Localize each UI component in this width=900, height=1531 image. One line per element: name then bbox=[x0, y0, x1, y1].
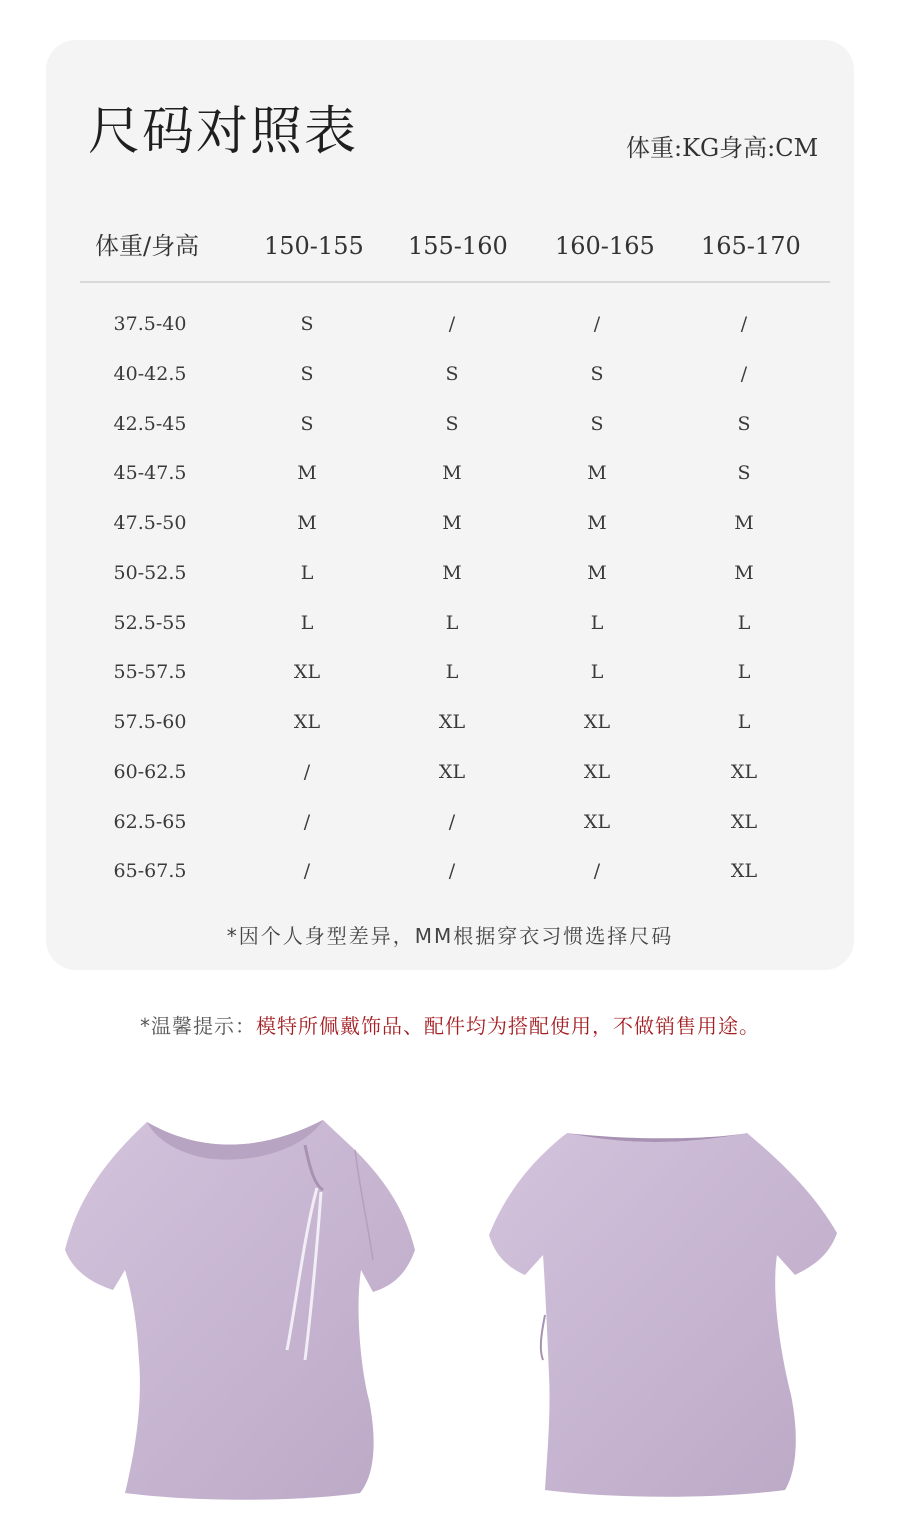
weight-range-cell: 57.5-60 bbox=[113, 711, 187, 733]
size-cell: S bbox=[737, 462, 751, 485]
tshirt-back-image bbox=[485, 1125, 845, 1500]
weight-range-cell: 37.5-40 bbox=[113, 313, 187, 335]
reminder-tip bbox=[0, 1010, 900, 1039]
weight-range-cell: 52.5-55 bbox=[113, 611, 187, 634]
weight-range-cell: 42.5-45 bbox=[113, 412, 187, 435]
size-cell: XL bbox=[583, 810, 611, 833]
size-cell: L bbox=[590, 611, 604, 634]
table-row bbox=[0, 713, 900, 763]
size-cell: / bbox=[303, 810, 311, 833]
size-cell: / bbox=[303, 760, 311, 783]
table-row bbox=[0, 362, 900, 415]
size-cell: XL bbox=[730, 760, 758, 783]
size-cell: XL bbox=[730, 860, 758, 883]
header-height-col-2: 155-160 bbox=[408, 232, 508, 260]
size-cell: L bbox=[737, 661, 751, 684]
size-cell: S bbox=[300, 362, 314, 385]
size-cell: S bbox=[300, 412, 314, 435]
header-height-col-3: 160-165 bbox=[555, 232, 655, 260]
size-cell: S bbox=[445, 412, 459, 435]
size-cell: L bbox=[737, 711, 751, 733]
size-cell: S bbox=[445, 362, 459, 385]
weight-range-cell: 62.5-65 bbox=[113, 810, 187, 833]
table-row bbox=[0, 315, 900, 365]
size-cell: M bbox=[297, 512, 317, 534]
weight-range-cell: 45-47.5 bbox=[113, 462, 187, 485]
table-row bbox=[0, 810, 900, 863]
size-cell: XL bbox=[730, 810, 758, 833]
size-cell: XL bbox=[293, 661, 321, 684]
table-row bbox=[0, 760, 900, 813]
table-row bbox=[0, 611, 900, 664]
weight-range-cell: 40-42.5 bbox=[113, 362, 187, 385]
size-cell: L bbox=[590, 661, 604, 684]
table-row bbox=[0, 862, 900, 912]
size-cell: / bbox=[593, 860, 601, 883]
table-row bbox=[0, 412, 900, 465]
size-cell: XL bbox=[583, 760, 611, 783]
table-row bbox=[0, 464, 900, 514]
size-cell: / bbox=[448, 810, 456, 833]
table-row bbox=[0, 561, 900, 614]
table-row bbox=[0, 514, 900, 564]
page-title: 尺码对照表 bbox=[88, 102, 359, 162]
size-cell: XL bbox=[583, 711, 611, 733]
header-height-col-4: 165-170 bbox=[701, 232, 801, 260]
tshirt-front-image bbox=[55, 1110, 435, 1505]
size-cell: M bbox=[587, 512, 607, 534]
size-cell: M bbox=[297, 462, 317, 485]
weight-range-cell: 47.5-50 bbox=[113, 512, 187, 534]
units-label: 体重:KG身高:CM bbox=[626, 134, 819, 162]
size-cell: L bbox=[445, 611, 459, 634]
size-cell: M bbox=[734, 512, 754, 534]
header-height-col-1: 150-155 bbox=[264, 232, 364, 260]
weight-range-cell: 65-67.5 bbox=[113, 860, 187, 883]
size-cell: / bbox=[448, 313, 456, 335]
size-cell: S bbox=[300, 313, 314, 335]
size-cell: L bbox=[445, 661, 459, 684]
size-cell: M bbox=[734, 561, 754, 584]
size-cell: S bbox=[590, 362, 604, 385]
size-cell: S bbox=[590, 412, 604, 435]
size-cell: XL bbox=[293, 711, 321, 733]
size-cell: / bbox=[303, 860, 311, 883]
size-cell: L bbox=[300, 561, 314, 584]
size-cell: M bbox=[587, 561, 607, 584]
weight-range-cell: 55-57.5 bbox=[113, 661, 187, 684]
size-cell: M bbox=[442, 561, 462, 584]
size-cell: L bbox=[300, 611, 314, 634]
size-cell: L bbox=[737, 611, 751, 634]
table-row bbox=[0, 663, 900, 713]
reminder-prefix: *温馨提示： bbox=[140, 1014, 256, 1038]
size-cell: / bbox=[448, 860, 456, 883]
size-cell: / bbox=[740, 313, 748, 335]
weight-range-cell: 50-52.5 bbox=[113, 561, 187, 584]
size-cell: S bbox=[737, 412, 751, 435]
size-cell: XL bbox=[438, 711, 466, 733]
fit-note: *因个人身型差异，MM根据穿衣习惯选择尺码 bbox=[226, 924, 674, 948]
size-cell: / bbox=[593, 313, 601, 335]
reminder-body: 模特所佩戴饰品、配件均为搭配使用，不做销售用途。 bbox=[256, 1014, 760, 1038]
size-cell: XL bbox=[438, 760, 466, 783]
header-weight-height: 体重/身高 bbox=[95, 232, 200, 260]
size-cell: M bbox=[442, 462, 462, 485]
weight-range-cell: 60-62.5 bbox=[113, 760, 187, 783]
size-cell: M bbox=[587, 462, 607, 485]
size-cell: / bbox=[740, 362, 748, 385]
header-divider bbox=[80, 281, 830, 283]
size-cell: M bbox=[442, 512, 462, 534]
